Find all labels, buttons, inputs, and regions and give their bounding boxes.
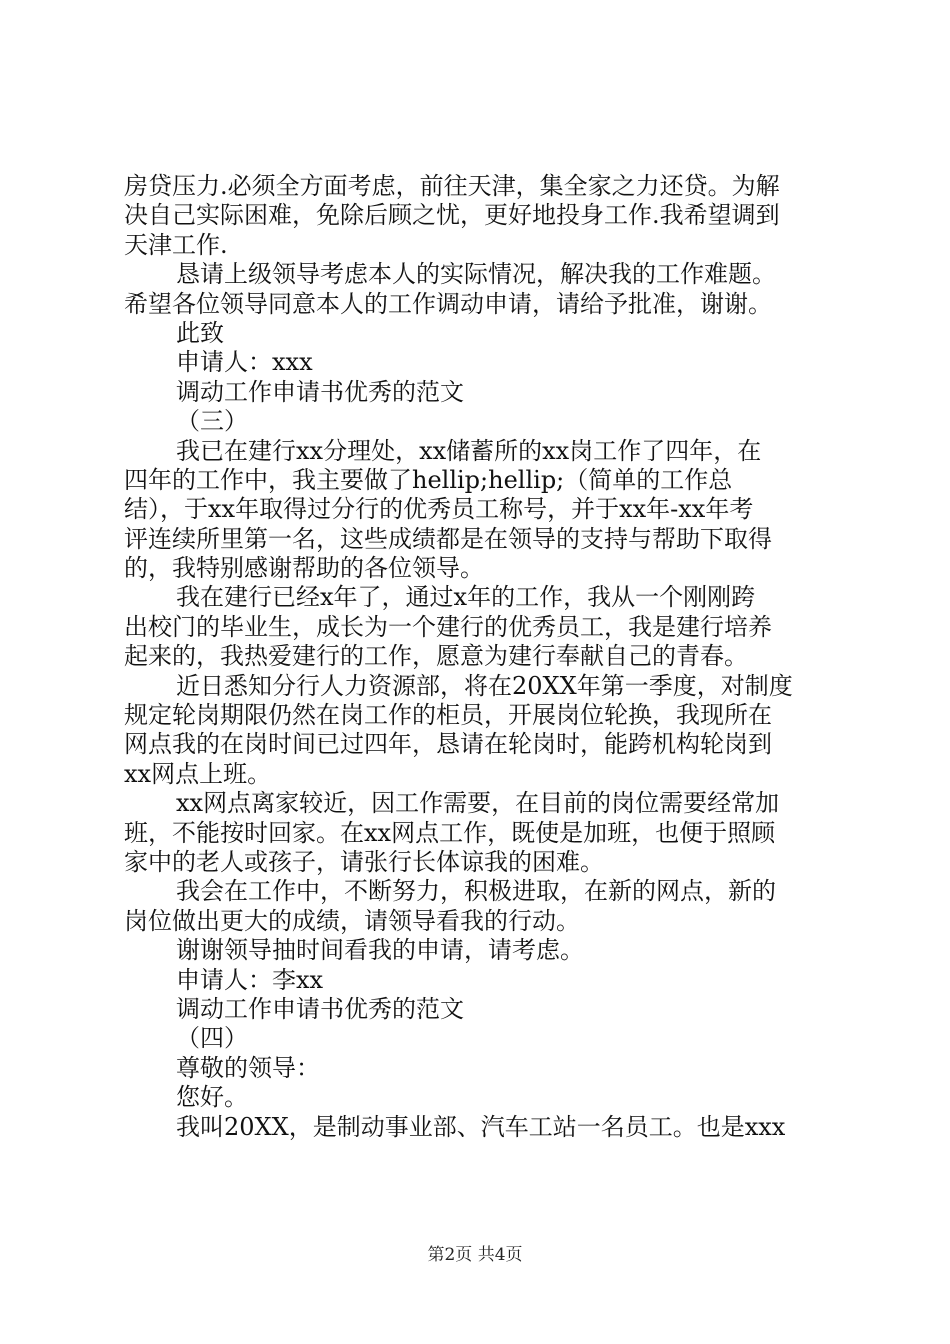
text-line: 网点我的在岗时间已过四年，恳请在轮岗时，能跨机构轮岗到 [124,730,772,759]
text-line: 近日悉知分行人力资源部，将在20XX年第一季度，对制度 [176,671,793,700]
text-line: 我在建行已经x年了，通过x年的工作，我从一个刚刚跨 [176,583,756,612]
text-line: （三） [176,407,248,436]
text-line: xx网点上班。 [124,759,272,788]
text-line: 班，不能按时回家。在xx网点工作，既使是加班，也便于照顾 [124,818,776,847]
text-line: 您好。 [176,1083,248,1112]
text-line: 起来的，我热爱建行的工作，愿意为建行奉献自己的青春。 [124,642,748,671]
document-body [124,172,844,1142]
text-line: 天津工作. [124,230,228,259]
text-line: 希望各位领导同意本人的工作调动申请，请给予批准，谢谢。 [124,289,772,318]
text-line: 结），于xx年取得过分行的优秀员工称号，并于xx年-xx年考 [124,495,754,524]
text-line: 四年的工作中，我主要做了hellip;hellip;（简单的工作总 [124,465,733,494]
text-line: 申请人：李xx [176,965,324,994]
text-line: 的，我特别感谢帮助的各位领导。 [124,554,484,583]
text-line: 岗位做出更大的成绩，请领导看我的行动。 [124,906,580,935]
text-line: 调动工作申请书优秀的范文 [176,994,464,1023]
text-line: 家中的老人或孩子，请张行长体谅我的困难。 [124,847,604,876]
text-line: 此致 [176,318,224,347]
text-line: 谢谢领导抽时间看我的申请，请考虑。 [176,936,584,965]
text-line: 申请人：xxx [176,348,313,377]
text-line: 我叫20XX，是制动事业部、汽车工站一名员工。也是xxx [176,1112,786,1141]
text-line: 决自己实际困难，免除后顾之忧，更好地投身工作.我希望调到 [124,201,780,230]
text-line: xx网点离家较近，因工作需要，在目前的岗位需要经常加 [176,789,780,818]
page-number: 第2页 共4页 [427,1245,523,1265]
text-line: 我已在建行xx分理处，xx储蓄所的xx岗工作了四年，在 [176,436,762,465]
text-line: （四） [176,1024,248,1053]
text-line: 我会在工作中，不断努力，积极进取，在新的网点，新的 [176,877,776,906]
text-line: 调动工作申请书优秀的范文 [176,377,464,406]
text-line: 恳请上级领导考虑本人的实际情况，解决我的工作难题。 [176,260,776,289]
text-line: 评连续所里第一名，这些成绩都是在领导的支持与帮助下取得 [124,524,772,553]
text-line: 房贷压力.必须全方面考虑，前往天津，集全家之力还贷。为解 [124,172,780,200]
text-line: 尊敬的领导： [176,1053,320,1082]
text-line: 出校门的毕业生，成长为一个建行的优秀员工，我是建行培养 [124,612,772,641]
text-line: 规定轮岗期限仍然在岗工作的柜员，开展岗位轮换，我现所在 [124,701,772,730]
page-footer [0,1244,950,1266]
